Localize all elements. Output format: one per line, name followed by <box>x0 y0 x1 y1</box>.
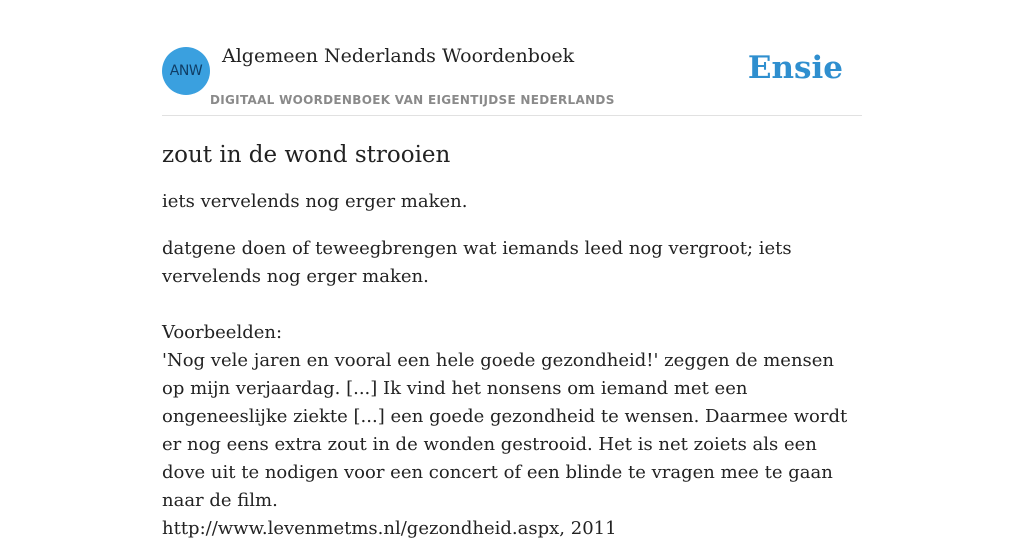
short-definition: iets vervelends nog erger maken. <box>162 191 468 212</box>
long-definition: datgene doen of teweegbrengen wat iemands leed nog vergroot; iets vervelends nog erger maken. <box>162 238 792 287</box>
examples-label: Voorbeelden: <box>162 322 283 343</box>
anw-logo[interactable]: ANW <box>162 47 210 95</box>
main-container <box>162 0 862 543</box>
entry-content <box>162 140 862 543</box>
entry-title: zout in de wond strooien <box>162 142 451 168</box>
site-subtitle: DIGITAAL WOORDENBOEK VAN EIGENTIJDSE NEDERLANDS <box>210 93 615 107</box>
example-quote: 'Nog vele jaren en vooral een hele goede gezondheid!' zeggen de mensen op mijn verjaardag. [...] Ik vind het nonsens om iemand met een ongeneeslijke ziekte [...] een goede gezondheid te wensen. Daarmee wordt er nog eens extra zout in de wonden gestrooid. Het is net zoiets als een dove uit te nodigen voor een concert of een blinde te vragen mee te gaan naar de film. <box>162 350 848 511</box>
site-header <box>162 0 862 116</box>
site-title[interactable]: Algemeen Nederlands Woordenboek <box>222 45 575 67</box>
example-source-link[interactable]: http://www.levenmetms.nl/gezondheid.aspx, 2011 <box>162 518 617 539</box>
ensie-logo-link[interactable]: Ensie <box>747 50 843 86</box>
